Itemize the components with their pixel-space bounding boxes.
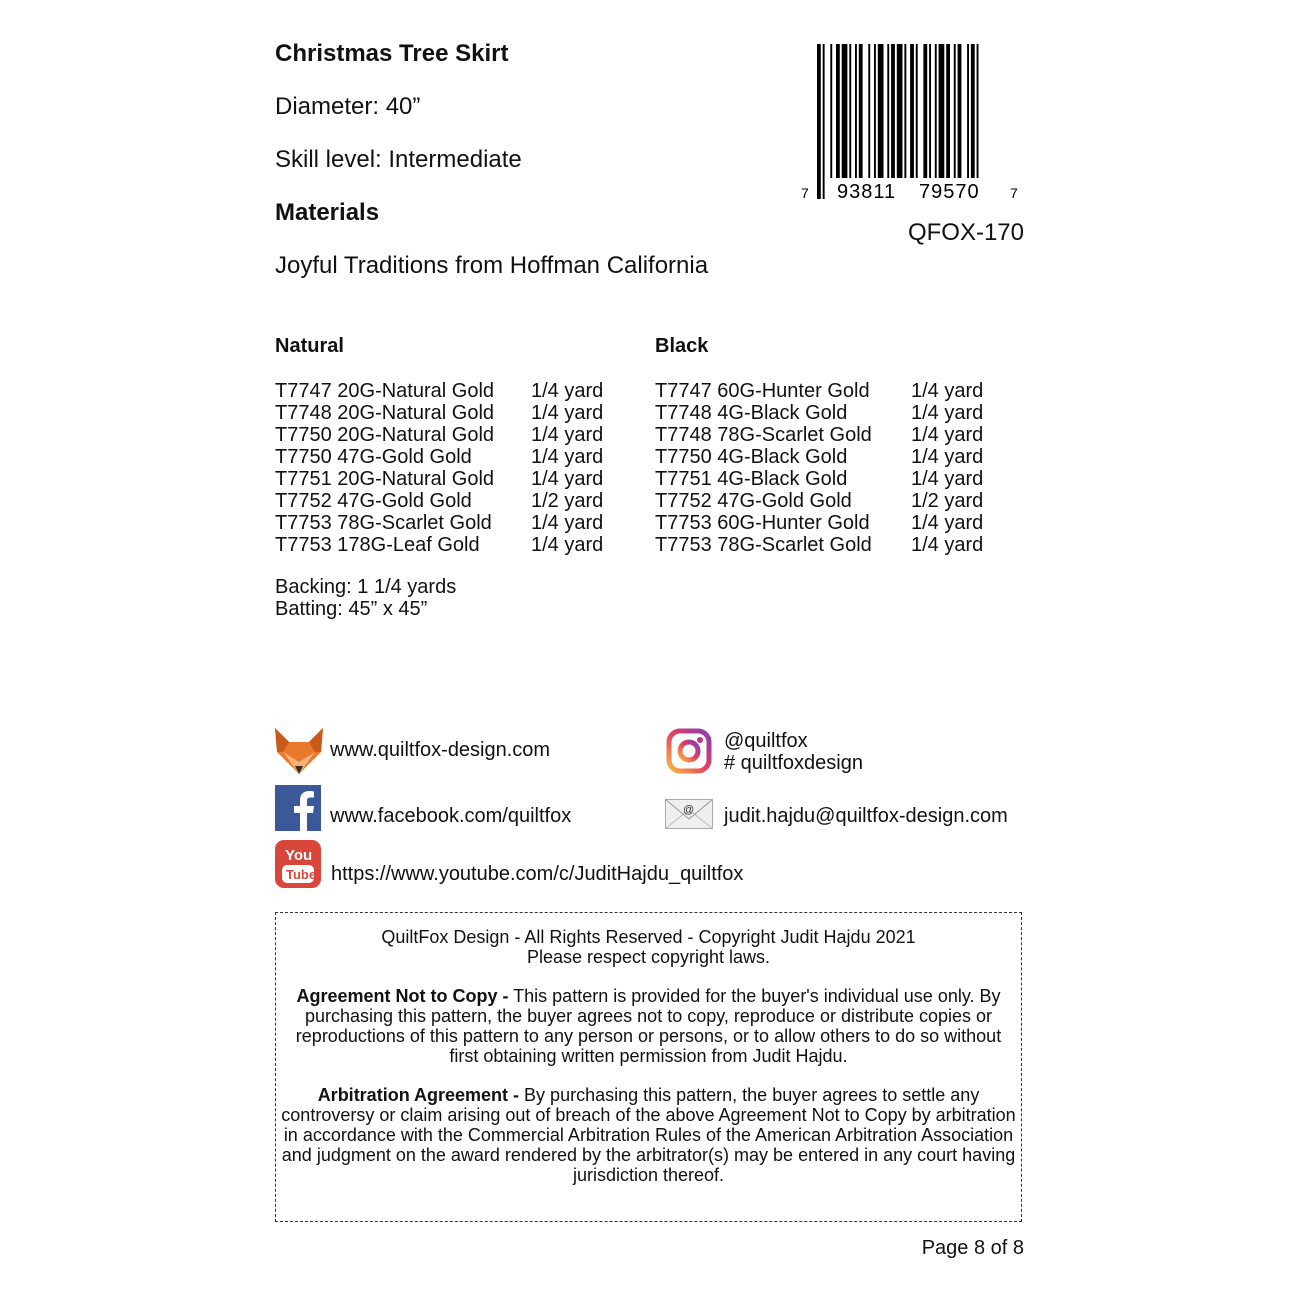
barcode-bar: [868, 44, 870, 178]
barcode-bar: [874, 44, 876, 178]
barcode-bar: [887, 44, 889, 178]
barcode-bar: [849, 44, 851, 178]
agreement-paragraph: [276, 986, 1021, 1066]
extras: [275, 576, 456, 620]
pattern-title: Christmas Tree Skirt: [275, 40, 509, 67]
barcode-bar: [916, 44, 918, 178]
fox-logo-icon: [275, 728, 323, 779]
svg-text:Tube: Tube: [286, 867, 317, 882]
barcode-check-digit: 7: [1010, 185, 1018, 201]
arbitration-title: Arbitration Agreement -: [317, 1085, 520, 1105]
list-item: T7750 20G-Natural Gold 1/4 yard: [275, 424, 604, 446]
barcode-left-digits: 93811: [837, 181, 897, 203]
barcode-lead-digit: 7: [801, 185, 809, 201]
batting-text: Batting: 45” x 45”: [275, 598, 428, 620]
barcode-bar: [823, 44, 825, 199]
list-item: T7748 78G-Scarlet Gold 1/4 yard: [655, 424, 984, 446]
instagram-handle[interactable]: @quiltfox: [724, 730, 808, 752]
list-item: T7748 20G-Natural Gold 1/4 yard: [275, 402, 604, 424]
list-item: T7748 4G-Black Gold 1/4 yard: [655, 402, 984, 424]
list-item: T7753 78G-Scarlet Gold 1/4 yard: [275, 512, 604, 534]
backing-text: Backing: 1 1/4 yards: [275, 576, 457, 598]
list-item: T7753 60G-Hunter Gold 1/4 yard: [655, 512, 984, 534]
copyright-line: QuiltFox Design - All Rights Reserved - Copyright Judit Hajdu 2021: [381, 927, 916, 947]
barcode-bar: [935, 44, 937, 178]
barcode-bar: [904, 44, 906, 178]
barcode-bar: [855, 44, 857, 178]
list-item: T7753 178G-Leaf Gold 1/4 yard: [275, 534, 604, 556]
arbitration-paragraph: [276, 1085, 1021, 1185]
barcode-right-digits: 79570: [919, 181, 980, 203]
instagram-icon: [666, 728, 712, 779]
respect-line: Please respect copyright laws.: [526, 947, 771, 967]
youtube-link[interactable]: https://www.youtube.com/c/JuditHajdu_quiltfox: [331, 863, 744, 885]
svg-text:You: You: [285, 847, 313, 864]
natural-heading: Natural: [275, 335, 344, 357]
materials-heading: Materials: [275, 199, 380, 226]
instagram-hashtag[interactable]: # quiltfoxdesign: [724, 752, 863, 774]
barcode-bar: [954, 44, 956, 178]
barcode-bar: [977, 44, 979, 199]
barcode-bar: [929, 44, 931, 178]
barcode-bar: [971, 44, 975, 178]
website-link[interactable]: www.quiltfox-design.com: [330, 739, 551, 761]
list-item: T7747 60G-Hunter Gold 1/4 yard: [655, 380, 984, 402]
barcode: [801, 44, 1030, 204]
list-item: T7753 78G-Scarlet Gold 1/4 yard: [655, 534, 984, 556]
natural-materials-list: [275, 334, 635, 556]
sku-code: QFOX-170: [907, 219, 1024, 246]
page-number: Page 8 of 8: [921, 1237, 1024, 1259]
list-item: T7752 47G-Gold Gold 1/2 yard: [655, 490, 984, 512]
barcode-bar: [939, 44, 945, 178]
list-item: T7750 47G-Gold Gold 1/4 yard: [275, 446, 604, 468]
agreement-title: Agreement Not to Copy -: [296, 986, 509, 1006]
barcode-bar: [923, 44, 927, 178]
barcode-bar: [878, 44, 884, 178]
barcode-bar: [946, 44, 950, 178]
barcode-bar: [967, 44, 969, 178]
black-materials-list: [655, 334, 1015, 556]
barcode-bar: [830, 44, 832, 178]
list-item: T7751 4G-Black Gold 1/4 yard: [655, 468, 984, 490]
barcode-bar: [836, 44, 840, 178]
list-item: T7752 47G-Gold Gold 1/2 yard: [275, 490, 604, 512]
email-link[interactable]: judit.hajdu@quiltfox-design.com: [724, 805, 1008, 827]
facebook-link[interactable]: www.facebook.com/quiltfox: [330, 805, 572, 827]
barcode-bars-icon: [801, 44, 1030, 204]
list-item: T7750 4G-Black Gold 1/4 yard: [655, 446, 984, 468]
skill-level-text: Skill level: Intermediate: [275, 146, 522, 173]
agreement-text: This pattern is provided for the buyer's individual use only. By purchasing this pattern, the buyer agrees not to copy, reproduce or distribute copies or reproductions of this pattern to any person or persons, or to allow others to do so without first obtaining written permission from Judit Hajdu.: [295, 986, 1002, 1066]
barcode-bar: [897, 44, 903, 178]
svg-text:@: @: [683, 804, 695, 816]
barcode-bar: [842, 44, 848, 178]
diameter-text: Diameter: 40”: [275, 93, 421, 120]
barcode-bar: [958, 44, 962, 178]
youtube-icon: [275, 840, 321, 893]
legal-notice-box: [275, 912, 1022, 1222]
list-item: T7747 20G-Natural Gold 1/4 yard: [275, 380, 604, 402]
email-envelope-icon: [665, 799, 713, 834]
barcode-bar: [859, 44, 863, 178]
fabric-line-text: Joyful Traditions from Hoffman California: [275, 252, 709, 279]
black-heading: Black: [655, 335, 709, 357]
facebook-icon: [275, 785, 321, 836]
barcode-bar: [817, 44, 821, 199]
arbitration-text: By purchasing this pattern, the buyer agrees to settle any controversy or claim arising out of breach of the above Agreement Not to Copy by arbitration in accordance with the Commercial Arbitration Rules of the American Arbitration Association and judgment on the award rendered by the arbitrator(s) may be entered in any court having jurisdiction thereof.: [281, 1085, 1016, 1185]
barcode-bar: [910, 44, 914, 178]
barcode-bar: [891, 44, 895, 178]
list-item: T7751 20G-Natural Gold 1/4 yard: [275, 468, 604, 490]
